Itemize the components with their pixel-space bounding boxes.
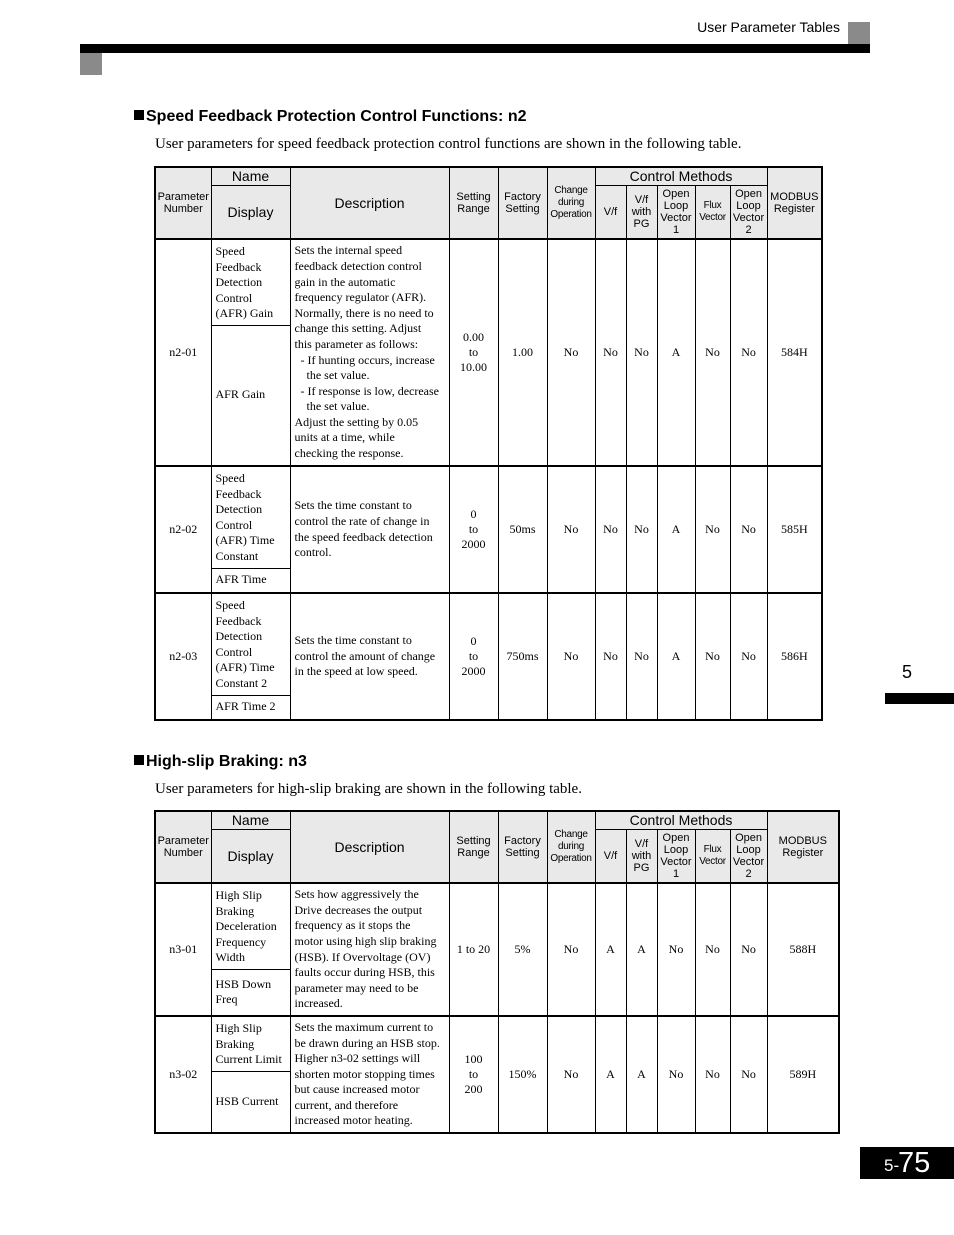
- text-line: parameter may need to be: [294, 980, 419, 995]
- text-line: - If response is low, decrease: [300, 383, 439, 398]
- text-line: Detection: [215, 629, 263, 644]
- text-line: Current Limit: [215, 1052, 282, 1067]
- method-open-loop-vector-1: No: [657, 883, 695, 1016]
- col-header-description: Description: [290, 811, 449, 883]
- change-during-operation: No: [547, 593, 595, 720]
- text-line: V/f: [603, 205, 618, 218]
- param-description: [290, 466, 449, 593]
- method-vf-with-pg: No: [626, 466, 657, 593]
- text-line: 1: [672, 223, 680, 236]
- text-line: Control: [215, 290, 253, 305]
- text-line: MODBUS: [770, 191, 819, 203]
- col-header-setting-range: [449, 167, 498, 239]
- col-header-vf-with-pg: [626, 829, 657, 883]
- header-marker-left: [80, 53, 102, 75]
- text-line: Constant 2: [215, 675, 268, 690]
- text-line: to: [468, 649, 479, 663]
- method-vf-with-pg: A: [626, 1016, 657, 1133]
- text-line: control the rate of change in: [294, 513, 430, 528]
- text-line: Vector: [660, 855, 692, 868]
- method-open-loop-vector-2: No: [730, 883, 767, 1016]
- header-marker-right: [848, 22, 870, 44]
- factory-setting: 150%: [498, 1016, 547, 1133]
- col-header-factory-setting: [498, 167, 547, 239]
- text-line: during: [558, 197, 584, 208]
- section-title-text: High-slip Braking: n3: [146, 753, 307, 770]
- text-line: frequency as it stops the: [294, 918, 411, 933]
- text-line: Setting: [505, 203, 540, 215]
- text-line: Operation: [550, 209, 592, 220]
- col-header-change-during-operation: [547, 811, 595, 883]
- text-line: with: [631, 205, 652, 218]
- text-line: 2000: [461, 537, 486, 551]
- text-line: Change: [554, 185, 588, 196]
- method-vf: No: [595, 239, 626, 466]
- modbus-register: 588H: [767, 883, 839, 1016]
- text-line: Braking: [215, 1036, 255, 1051]
- text-line: control the amount of change: [294, 648, 436, 663]
- text-line: Vector: [660, 211, 692, 224]
- method-vf-with-pg: No: [626, 593, 657, 720]
- change-during-operation: No: [547, 883, 595, 1016]
- text-line: Feedback: [215, 486, 262, 501]
- text-line: Feedback: [215, 259, 262, 274]
- col-header-vf-with-pg: [626, 185, 657, 239]
- text-line: - If hunting occurs, increase: [300, 352, 435, 367]
- text-line: Flux: [703, 199, 722, 211]
- factory-setting: 750ms: [498, 593, 547, 720]
- modbus-register: 584H: [767, 239, 822, 466]
- text-line: with: [631, 849, 652, 862]
- col-header-parameter-number: [155, 811, 211, 883]
- text-line: control.: [294, 545, 332, 560]
- method-open-loop-vector-2: No: [730, 593, 767, 720]
- text-line: Operation: [550, 853, 592, 864]
- text-line: Setting: [456, 835, 491, 847]
- text-line: Freq: [215, 992, 238, 1007]
- setting-range: [449, 593, 498, 720]
- text-line: Register: [782, 847, 824, 859]
- col-header-name: Name: [211, 167, 290, 185]
- text-line: Sets how aggressively the: [294, 887, 419, 902]
- param-name: [211, 239, 290, 325]
- method-vf: No: [595, 593, 626, 720]
- text-line: change this setting. Adjust: [294, 321, 422, 336]
- method-flux-vector: No: [695, 239, 730, 466]
- factory-setting: 1.00: [498, 239, 547, 466]
- param-description: [290, 1016, 449, 1133]
- text-line: Speed: [215, 598, 245, 612]
- col-header-name: Name: [211, 811, 290, 829]
- text-line: but cause increased motor: [294, 1082, 420, 1097]
- text-line: Control: [215, 517, 253, 532]
- text-line: (AFR) Time: [215, 660, 275, 675]
- text-line: (AFR) Gain: [215, 306, 274, 321]
- text-line: Open: [662, 187, 690, 200]
- col-header-open-loop-vector-2: [730, 185, 767, 239]
- text-line: MODBUS: [778, 835, 827, 847]
- text-line: High Slip: [215, 1021, 262, 1035]
- text-line: units at a time, while: [294, 430, 395, 445]
- setting-range: [449, 1016, 498, 1133]
- text-line: High Slip: [215, 888, 262, 902]
- method-open-loop-vector-1: A: [657, 466, 695, 593]
- text-line: frequency regulator (AFR).: [294, 290, 427, 305]
- text-line: Drive decreases the output: [294, 902, 423, 917]
- factory-setting: 50ms: [498, 466, 547, 593]
- text-line: AFR Time: [215, 572, 267, 587]
- text-line: Open: [735, 831, 762, 844]
- text-line: 1 to 20: [456, 942, 491, 956]
- text-line: AFR Time 2: [215, 699, 276, 714]
- modbus-register: 586H: [767, 593, 822, 720]
- chapter-tab-number: 5: [901, 662, 912, 682]
- factory-setting: 5%: [498, 883, 547, 1016]
- page-number-value: 75: [898, 1147, 931, 1179]
- text-line: Normally, there is no need to: [294, 305, 434, 320]
- text-line: Sets the maximum current to: [294, 1019, 434, 1034]
- text-line: PG: [633, 217, 650, 230]
- param-description: [290, 883, 449, 1016]
- chapter-tab-bar: [885, 693, 954, 704]
- text-line: V/f: [634, 837, 649, 850]
- param-number: n2-01: [155, 239, 211, 466]
- col-header-open-loop-vector-1: [657, 185, 695, 239]
- text-line: Open: [662, 831, 690, 844]
- col-header-open-loop-vector-1: [657, 829, 695, 883]
- table-row: [155, 239, 822, 325]
- param-name: [211, 593, 290, 695]
- col-header-modbus-register: [767, 167, 822, 239]
- text-line: feedback detection control: [294, 258, 422, 273]
- text-line: Number: [163, 847, 203, 859]
- col-header-factory-setting: [498, 811, 547, 883]
- text-line: 10.00: [460, 360, 487, 374]
- col-header-vf: [595, 829, 626, 883]
- text-line: (AFR) Time: [215, 533, 275, 548]
- method-vf: No: [595, 466, 626, 593]
- param-name: [211, 883, 290, 969]
- table-row: [155, 466, 822, 568]
- text-line: to: [468, 1067, 479, 1081]
- text-line: the speed feedback detection: [294, 529, 433, 544]
- col-header-parameter-number: [155, 167, 211, 239]
- text-line: Open: [735, 187, 762, 200]
- text-line: Factory: [504, 191, 541, 203]
- text-line: 2: [745, 223, 752, 236]
- method-open-loop-vector-2: No: [730, 239, 767, 466]
- param-display: [211, 969, 290, 1016]
- section-title-n2: [134, 108, 526, 126]
- text-line: Loop: [736, 199, 761, 212]
- param-number: n3-02: [155, 1016, 211, 1133]
- param-name: [211, 1016, 290, 1071]
- param-number: n2-02: [155, 466, 211, 593]
- text-line: the set value.: [306, 399, 370, 414]
- col-header-description: Description: [290, 167, 449, 239]
- table-row: [155, 883, 839, 969]
- text-line: checking the response.: [294, 446, 404, 461]
- param-name: [211, 466, 290, 568]
- text-line: Sets the time constant to: [294, 498, 412, 513]
- text-line: increased motor heating.: [294, 1113, 413, 1128]
- text-line: be drawn during an HSB stop.: [294, 1035, 440, 1050]
- method-vf: A: [595, 883, 626, 1016]
- page-number: [860, 1147, 954, 1179]
- text-line: (HSB). If Overvoltage (OV): [294, 949, 431, 964]
- text-line: Setting: [505, 847, 540, 859]
- text-line: 0: [470, 634, 477, 648]
- text-line: Setting: [456, 191, 491, 203]
- text-line: Detection: [215, 275, 263, 290]
- text-line: HSB Current: [215, 1093, 279, 1108]
- method-open-loop-vector-2: No: [730, 466, 767, 593]
- col-header-modbus-register: [767, 811, 839, 883]
- table-row: [155, 593, 822, 695]
- text-line: Change: [554, 829, 588, 840]
- parameter-table-n2: [154, 166, 823, 721]
- text-line: Parameter: [157, 191, 209, 203]
- text-line: Feedback: [215, 613, 262, 628]
- param-number: n3-01: [155, 883, 211, 1016]
- method-vf: A: [595, 1016, 626, 1133]
- col-header-setting-range: [449, 811, 498, 883]
- text-line: 0.00: [463, 330, 484, 344]
- text-line: Width: [215, 950, 246, 965]
- text-line: Higher n3-02 settings will: [294, 1051, 421, 1066]
- col-header-control-methods: Control Methods: [595, 811, 767, 829]
- col-header-flux-vector: [695, 185, 730, 239]
- page-number-prefix: 5-: [884, 1156, 900, 1175]
- text-line: Control: [215, 644, 253, 659]
- header-rule: [80, 44, 870, 53]
- text-line: Braking: [215, 903, 255, 918]
- text-line: gain in the automatic: [294, 274, 396, 289]
- text-line: PG: [633, 861, 650, 874]
- table-row: [155, 1016, 839, 1071]
- modbus-register: 585H: [767, 466, 822, 593]
- text-line: Speed: [215, 471, 245, 485]
- text-line: Sets the internal speed: [294, 243, 403, 258]
- col-header-flux-vector: [695, 829, 730, 883]
- parameter-table-n3: [154, 810, 840, 1134]
- setting-range: [449, 883, 498, 1016]
- text-line: this parameter as follows:: [294, 336, 419, 351]
- text-line: faults occur during HSB, this: [294, 965, 435, 980]
- section-intro-n2: User parameters for speed feedback protection control functions are shown in the following table.: [155, 136, 742, 152]
- param-display: [211, 1071, 290, 1133]
- text-line: 2: [745, 867, 752, 880]
- method-vf-with-pg: A: [626, 883, 657, 1016]
- text-line: Frequency: [215, 934, 267, 949]
- text-line: in the speed at low speed.: [294, 664, 418, 679]
- method-flux-vector: No: [695, 883, 730, 1016]
- col-header-display: Display: [211, 185, 290, 239]
- text-line: shorten motor stopping times: [294, 1066, 435, 1081]
- text-line: Register: [773, 203, 815, 215]
- text-line: motor using high slip braking: [294, 933, 437, 948]
- section-title-n3: [134, 753, 307, 771]
- text-line: the set value.: [306, 368, 370, 383]
- text-line: to: [468, 522, 479, 536]
- text-line: AFR Gain: [215, 387, 266, 402]
- text-line: 2000: [461, 664, 486, 678]
- method-open-loop-vector-1: No: [657, 1016, 695, 1133]
- text-line: V/f: [634, 193, 649, 206]
- method-open-loop-vector-2: No: [730, 1016, 767, 1133]
- text-line: Flux: [703, 843, 722, 855]
- bullet-square-icon: [134, 110, 144, 120]
- text-line: current, and therefore: [294, 1097, 399, 1112]
- method-open-loop-vector-1: A: [657, 593, 695, 720]
- col-header-display: Display: [211, 829, 290, 883]
- method-open-loop-vector-1: A: [657, 239, 695, 466]
- text-line: Speed: [215, 244, 245, 258]
- section-intro-n3: User parameters for high-slip braking are shown in the following table.: [155, 781, 582, 797]
- setting-range: [449, 466, 498, 593]
- setting-range: [449, 239, 498, 466]
- text-line: Deceleration: [215, 919, 277, 934]
- param-display: [211, 325, 290, 466]
- param-description: [290, 239, 449, 466]
- col-header-change-during-operation: [547, 167, 595, 239]
- text-line: Vector: [732, 855, 765, 868]
- text-line: Number: [163, 203, 203, 215]
- text-line: V/f: [603, 849, 618, 862]
- text-line: Loop: [663, 843, 689, 856]
- text-line: Range: [457, 203, 490, 215]
- change-during-operation: No: [547, 466, 595, 593]
- text-line: Vector: [732, 211, 765, 224]
- text-line: Adjust the setting by 0.05: [294, 414, 419, 429]
- modbus-register: 589H: [767, 1016, 839, 1133]
- text-line: Vector: [699, 855, 726, 867]
- param-description: [290, 593, 449, 720]
- text-line: Loop: [663, 199, 689, 212]
- text-line: 100: [464, 1052, 483, 1066]
- change-during-operation: No: [547, 1016, 595, 1133]
- param-display: [211, 568, 290, 593]
- text-line: Vector: [699, 211, 726, 223]
- text-line: during: [558, 841, 584, 852]
- text-line: HSB Down: [215, 976, 272, 991]
- running-header: User Parameter Tables: [697, 19, 840, 35]
- section-title-text: Speed Feedback Protection Control Functions: n2: [146, 108, 527, 125]
- bullet-square-icon: [134, 755, 144, 765]
- col-header-control-methods: Control Methods: [595, 167, 767, 185]
- param-display: [211, 695, 290, 720]
- text-line: Factory: [504, 835, 541, 847]
- text-line: 200: [464, 1082, 483, 1096]
- text-line: Constant: [215, 548, 259, 563]
- change-during-operation: No: [547, 239, 595, 466]
- text-line: Loop: [736, 843, 761, 856]
- text-line: Parameter: [157, 835, 209, 847]
- text-line: Sets the time constant to: [294, 633, 412, 648]
- method-flux-vector: No: [695, 466, 730, 593]
- method-flux-vector: No: [695, 593, 730, 720]
- text-line: 1: [672, 867, 680, 880]
- text-line: 0: [470, 507, 477, 521]
- method-vf-with-pg: No: [626, 239, 657, 466]
- col-header-open-loop-vector-2: [730, 829, 767, 883]
- text-line: Range: [457, 847, 490, 859]
- col-header-vf: [595, 185, 626, 239]
- text-line: Detection: [215, 502, 263, 517]
- param-number: n2-03: [155, 593, 211, 720]
- method-flux-vector: No: [695, 1016, 730, 1133]
- text-line: increased.: [294, 996, 343, 1011]
- text-line: to: [468, 345, 479, 359]
